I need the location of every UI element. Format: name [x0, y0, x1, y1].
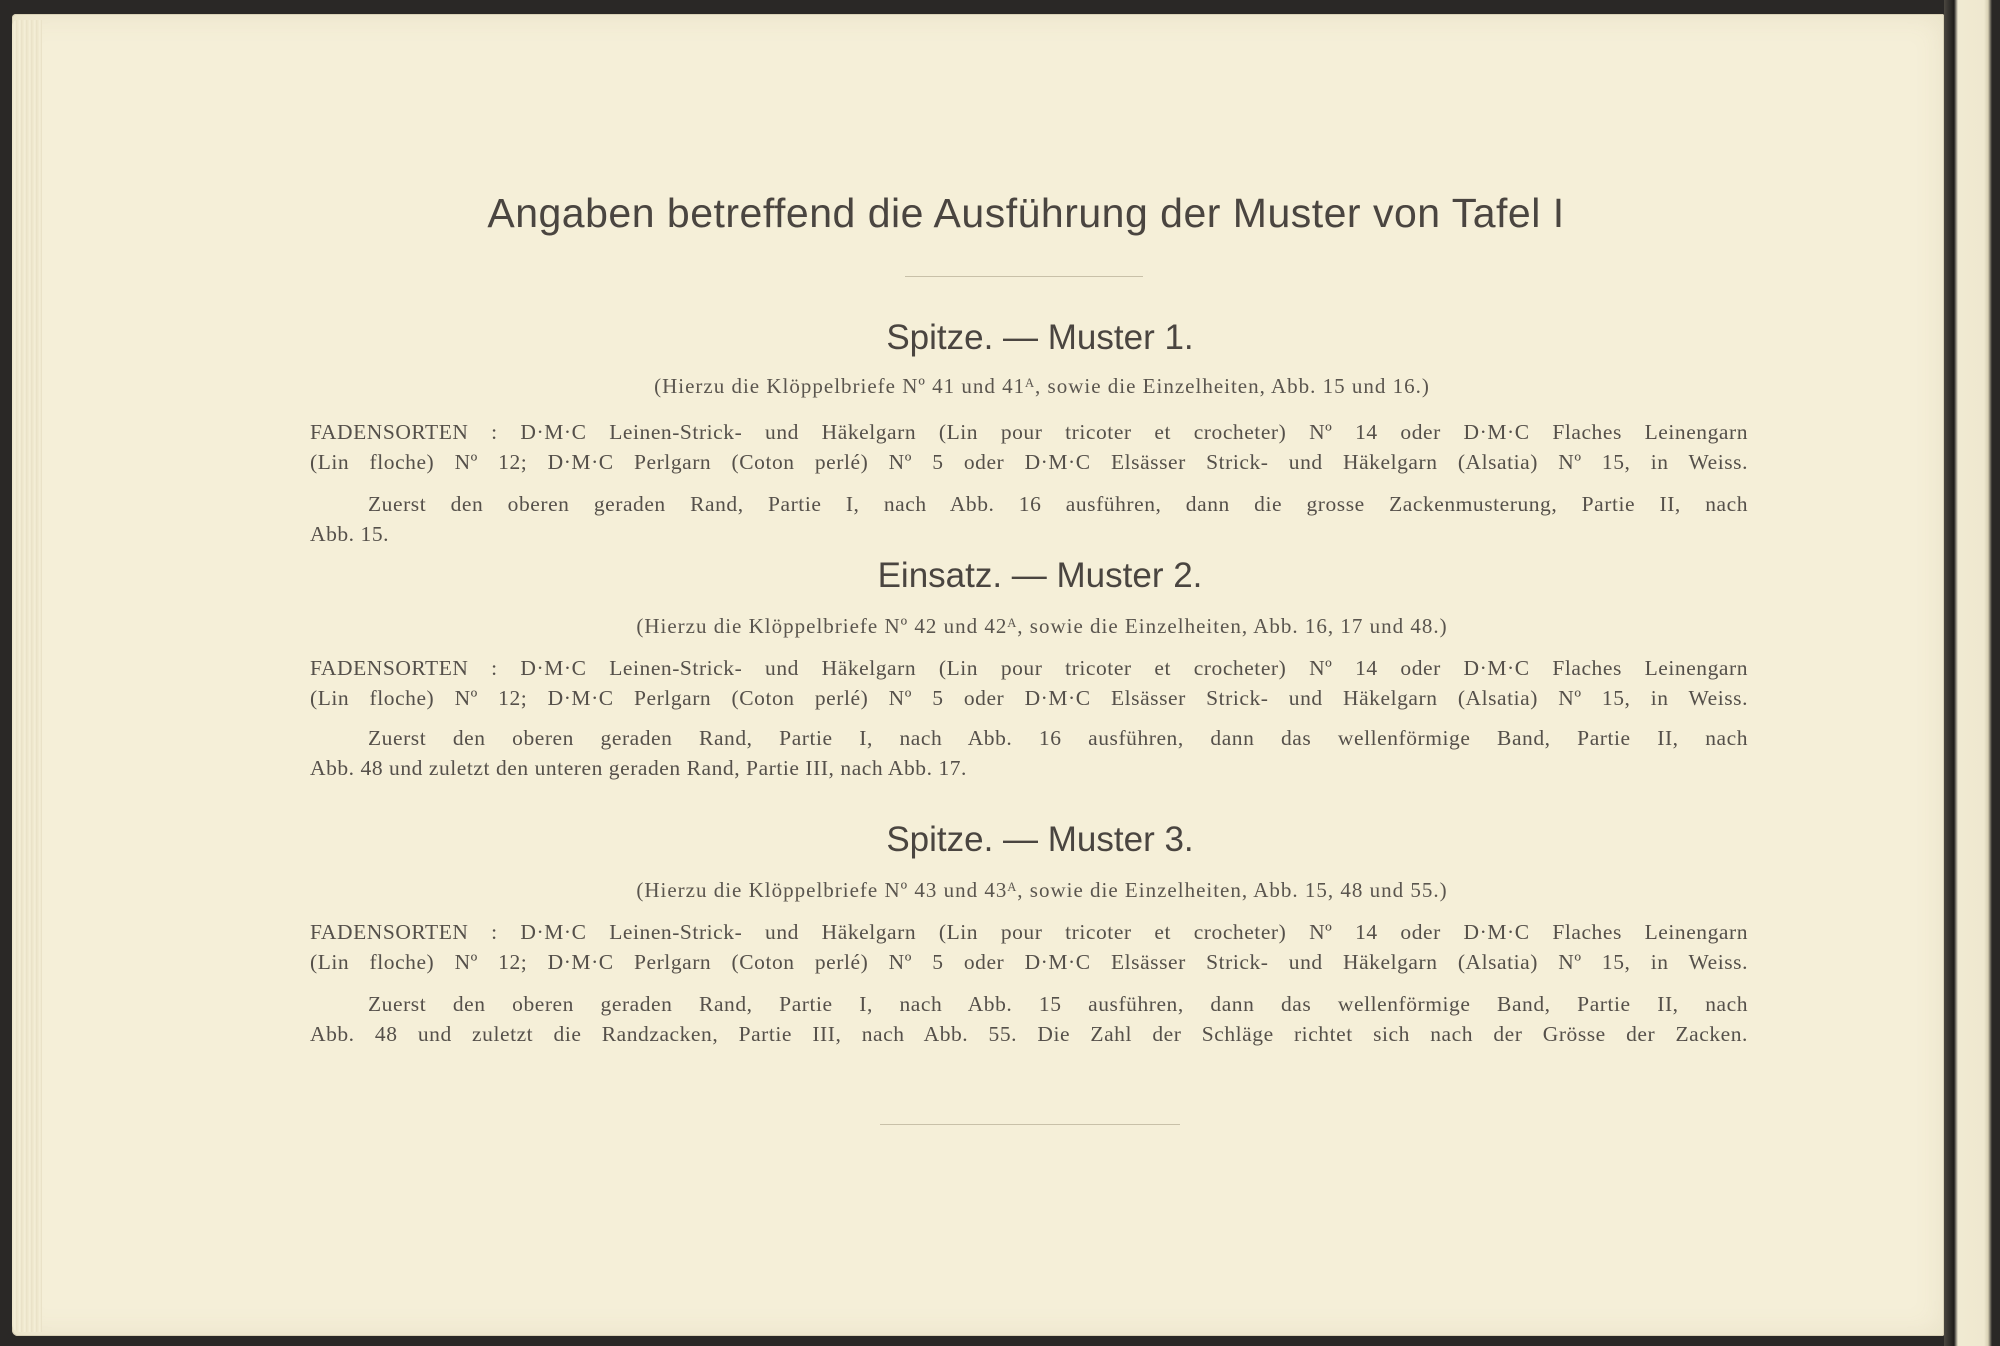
fadensorten-line-1: FADENSORTEN : D·M·C Leinen-Strick- und Häkelgarn (Lin pour tricoter et crocheter) Nº 14 oder D·M·C Flaches Leinengarn — [310, 920, 1748, 944]
section-heading-muster-1: Spitze. — Muster 1. — [886, 318, 1194, 357]
section-heading-muster-2: Einsatz. — Muster 2. — [877, 556, 1203, 595]
section-heading-muster-3: Spitze. — Muster 3. — [886, 820, 1194, 859]
instructions-line-1: Zuerst den oberen geraden Rand, Partie I, nach Abb. 16 ausführen, dann das wellenförmige Band, Partie II, nach — [368, 726, 1748, 750]
fadensorten-line-2: (Lin floche) Nº 12; D·M·C Perlgarn (Coton perlé) Nº 5 oder D·M·C Elsässer Strick- und Häkelgarn (Alsatia) Nº 15, in Weiss. — [310, 950, 1748, 974]
title-divider — [905, 276, 1143, 277]
instructions-line-2: Abb. 15. — [310, 522, 390, 546]
instructions-line-1: Zuerst den oberen geraden Rand, Partie I, nach Abb. 15 ausführen, dann das wellenförmige Band, Partie II, nach — [368, 992, 1748, 1016]
section-subtitle-muster-1: (Hierzu die Klöppelbriefe Nº 41 und 41ᴬ, sowie die Einzelheiten, Abb. 15 und 16.) — [654, 374, 1430, 398]
instructions-line-1: Zuerst den oberen geraden Rand, Partie I, nach Abb. 16 ausführen, dann die grosse Zackenmusterung, Partie II, nach — [368, 492, 1748, 516]
fadensorten-line-2: (Lin floche) Nº 12; D·M·C Perlgarn (Coton perlé) Nº 5 oder D·M·C Elsässer Strick- und Häkelgarn (Alsatia) Nº 15, in Weiss. — [310, 686, 1748, 710]
section-subtitle-muster-3: (Hierzu die Klöppelbriefe Nº 43 und 43ᴬ, sowie die Einzelheiten, Abb. 15, 48 und 55.) — [636, 878, 1448, 902]
section-subtitle-muster-2: (Hierzu die Klöppelbriefe Nº 42 und 42ᴬ, sowie die Einzelheiten, Abb. 16, 17 und 48.) — [636, 614, 1448, 638]
fadensorten-line-1: FADENSORTEN : D·M·C Leinen-Strick- und Häkelgarn (Lin pour tricoter et crocheter) Nº 14 oder D·M·C Flaches Leinengarn — [310, 420, 1748, 444]
fadensorten-line-2: (Lin floche) Nº 12; D·M·C Perlgarn (Coton perlé) Nº 5 oder D·M·C Elsässer Strick- und Häkelgarn (Alsatia) Nº 15, in Weiss. — [310, 450, 1748, 474]
instructions-line-2: Abb. 48 und zuletzt den unteren geraden Rand, Partie III, nach Abb. 17. — [310, 756, 967, 780]
bottom-divider — [880, 1124, 1180, 1125]
instructions-line-2: Abb. 48 und zuletzt die Randzacken, Partie III, nach Abb. 55. Die Zahl der Schläge richtet sich nach der Grösse der Zacken. — [310, 1022, 1748, 1046]
page-title: Angaben betreffend die Ausführung der Muster von Tafel I — [487, 190, 1565, 236]
fadensorten-line-1: FADENSORTEN : D·M·C Leinen-Strick- und Häkelgarn (Lin pour tricoter et crocheter) Nº 14 oder D·M·C Flaches Leinengarn — [310, 656, 1748, 680]
